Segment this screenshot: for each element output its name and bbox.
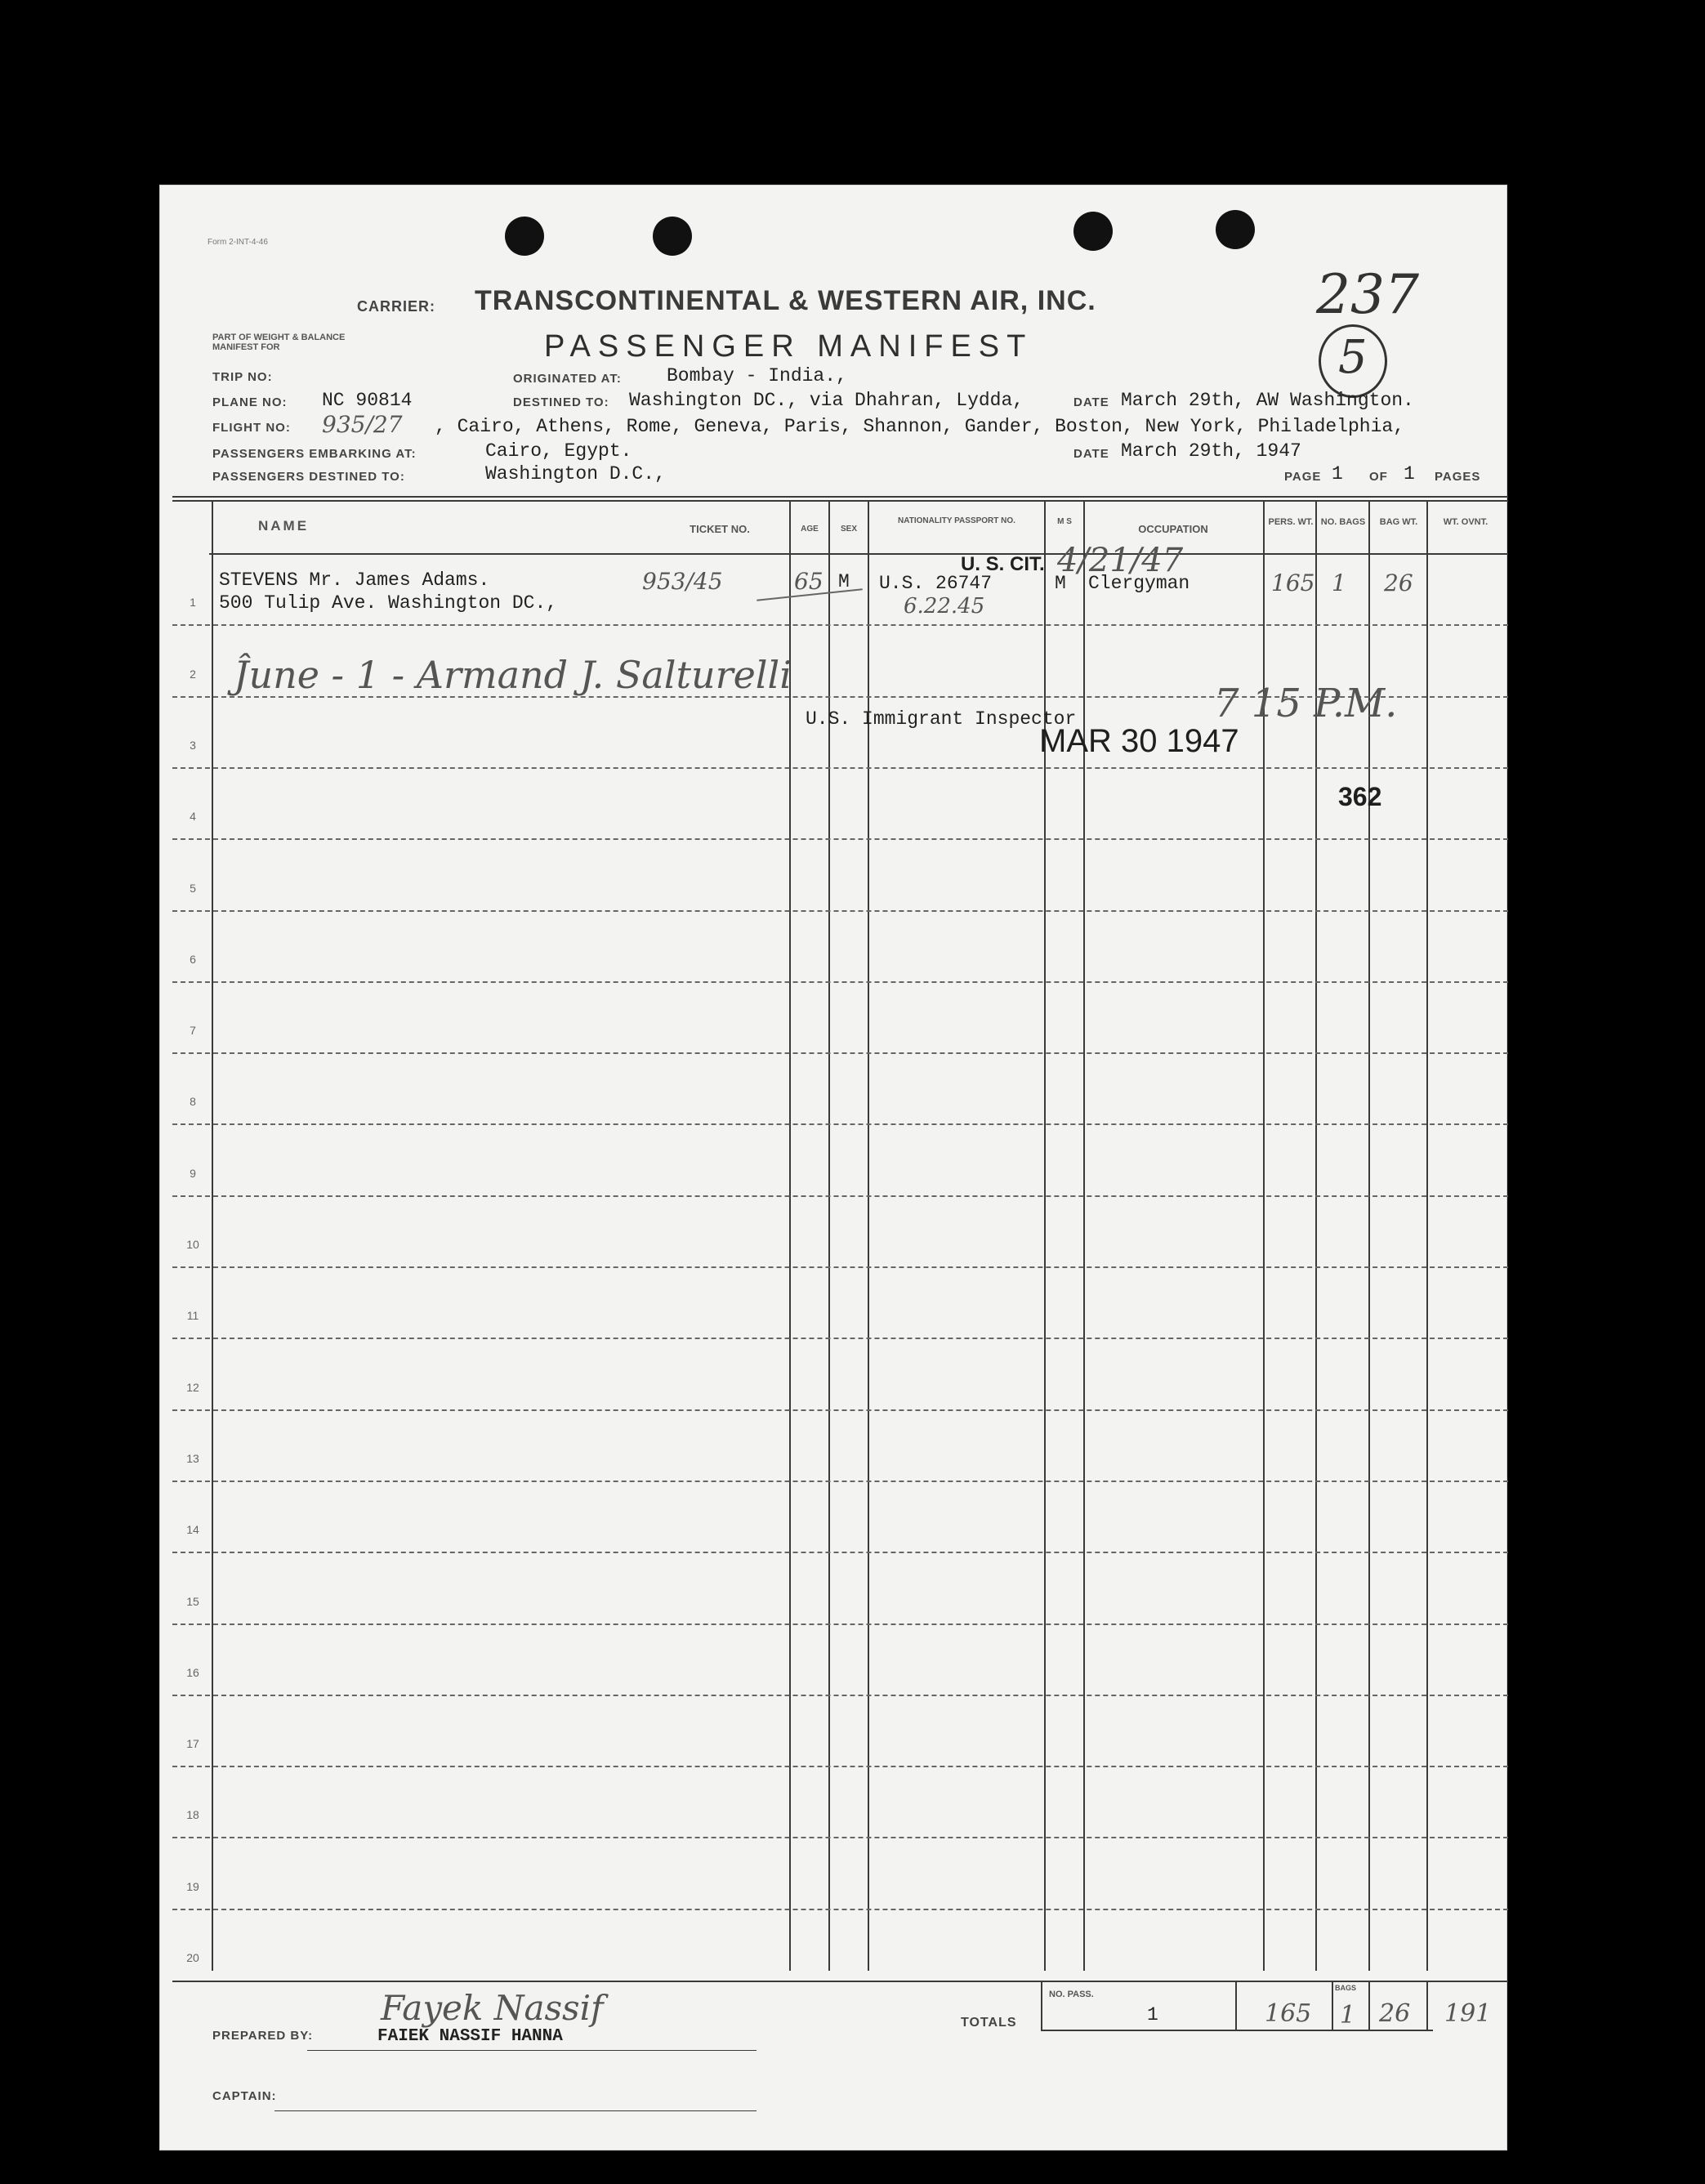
row-divider [172,1909,1508,1910]
date-value-1: March 29th, AW Washington. [1121,390,1414,411]
col-header-nationality: NATIONALITY PASSPORT NO. [898,516,1015,525]
number-note: 362 [1338,782,1382,811]
passenger-address: 500 Tulip Ave. Washington DC., [219,592,558,614]
col-header-sex: SEX [840,525,857,534]
row-number: 16 [186,1666,199,1679]
row-divider [172,1623,1508,1625]
row-divider [172,767,1508,769]
date-value-2: March 29th, 1947 [1121,440,1301,462]
row-divider [172,1123,1508,1125]
passenger-sex: M [838,571,850,592]
row-number: 13 [186,1452,199,1465]
part-of-label: PART OF WEIGHT & BALANCE MANIFEST FOR [212,333,346,352]
totals-sep-4 [1368,1981,1370,2031]
header-bottom-line [209,553,1508,555]
plane-value: NC 90814 [322,390,413,411]
col-header-name: NAME [258,518,310,534]
row-number: 2 [190,668,196,681]
row-number: 20 [186,1951,199,1964]
no-pass-value: 1 [1147,2004,1158,2025]
inspector-date-stamp: MAR 30 1947 [1039,723,1239,759]
col-line-name [789,500,791,1971]
manifest-title: PASSENGER MANIFEST [544,329,1033,364]
passenger-name: STEVENS Mr. James Adams. [219,569,490,591]
destined-pass-label: PASSENGERS DESTINED TO: [212,470,405,484]
totals-sep-1 [1041,1981,1042,2031]
circled-number: 5 [1338,331,1368,384]
col-header-no-bags: NO. BAGS [1320,517,1366,527]
row-number: 9 [190,1167,196,1180]
of-value: 1 [1404,463,1415,485]
totals-sep-3 [1332,1981,1333,2031]
manifest-page [159,185,1507,2151]
row-divider [172,1195,1508,1197]
col-header-ticket: TICKET NO. [690,523,750,535]
flight-value: 935/27 [322,411,403,438]
punch-hole-2 [653,217,692,256]
col-header-occupation: OCCUPATION [1138,523,1208,535]
occupation: Clergyman [1088,573,1190,594]
embarking-value: Cairo, Egypt. [485,440,632,462]
date-label-1: DATE [1073,395,1109,409]
row-divider [172,1766,1508,1767]
destined-value: Washington DC., via Dhahran, Lydda, [629,390,1024,411]
page-label: PAGE [1284,470,1322,484]
row-number: 7 [190,1024,196,1037]
form-number: Form 2-INT-4-46 [208,238,268,247]
passport-number: U.S. 26747 [879,573,993,594]
page-mark: 237 [1316,263,1419,326]
row-divider [172,1481,1508,1482]
citizen-stamp: U. S. CIT. [961,553,1045,575]
row-number: 3 [190,739,196,752]
flight-label: FLIGHT NO: [212,421,291,435]
table-top-line-2 [172,500,1508,502]
bag-count: 1 [1332,569,1346,596]
row-divider [172,624,1508,626]
pages-label: PAGES [1435,470,1481,484]
row-number: 4 [190,810,196,823]
ticket-number: 953/45 [642,568,723,595]
passport-date: 6.22.45 [904,594,985,619]
bags-label: BAGS [1335,1984,1357,1992]
row-number: 10 [186,1238,199,1251]
bag-weight: 26 [1384,569,1413,596]
row-divider [172,838,1508,840]
table-bottom-line [172,1981,1508,1982]
originated-value: Bombay - India., [667,365,847,386]
prepared-signature: Fayek Nassif [381,1988,604,2028]
destined-label: DESTINED TO: [513,395,609,409]
prepared-by-label: PREPARED BY: [212,2029,314,2043]
row-number: 15 [186,1595,199,1608]
row-number: 5 [190,882,196,895]
no-pass-label: NO. PASS. [1049,1990,1094,1999]
row-number: 12 [186,1381,199,1394]
totals-label: TOTALS [961,2016,1017,2030]
totals-underline [1041,2030,1433,2031]
pers-weight-total: 165 [1265,1999,1312,2028]
col-header-pers-wt: PERS. WT. [1268,517,1314,527]
col-header-wt-ovnt: WT. OVNT. [1443,517,1489,527]
row-divider [172,1552,1508,1553]
row-divider [172,910,1508,912]
row-number: 1 [190,596,196,609]
time-note: 7 15 P.M. [1214,681,1398,726]
prepared-underline [307,2050,757,2051]
col-header-ms: M S [1057,517,1072,526]
embarking-label: PASSENGERS EMBARKING AT: [212,447,417,461]
row-divider [172,1695,1508,1696]
handwritten-note: Ĵune - 1 - Armand J. Salturelli [234,653,792,697]
col-line-left [212,500,213,1971]
page-value: 1 [1332,463,1343,485]
prepared-name: FAIEK NASSIF HANNA [377,2027,563,2046]
row-divider [172,1837,1508,1838]
totals-sep-2 [1235,1981,1237,2031]
date-label-2: DATE [1073,447,1109,461]
col-header-age: AGE [801,525,819,534]
carrier-name: TRANSCONTINENTAL & WESTERN AIR, INC. [475,285,1096,316]
row-number: 11 [186,1309,199,1322]
punch-hole-3 [1073,212,1113,251]
originated-label: ORIGINATED AT: [513,372,622,386]
row-divider [172,1052,1508,1054]
bags-total: 1 [1340,2001,1356,2030]
row-number: 8 [190,1095,196,1108]
captain-label: CAPTAIN: [212,2089,277,2103]
pers-weight: 165 [1271,569,1315,596]
citizen-date: 4/21/47 [1057,542,1184,579]
inspector-stamp: U.S. Immigrant Inspector [806,708,1077,730]
row-divider [172,1266,1508,1268]
totals-sep-5 [1426,1981,1428,2031]
grand-total: 191 [1444,1999,1492,2028]
of-label: OF [1369,470,1388,484]
trip-label: TRIP NO: [212,370,273,384]
marital-status: M [1055,573,1066,594]
passenger-age: 65 [794,568,823,595]
row-divider [172,1409,1508,1411]
col-line-bagwt [1426,500,1428,1971]
punch-hole-4 [1216,210,1255,249]
row-number: 19 [186,1880,199,1893]
punch-hole-1 [505,217,544,256]
carrier-label: CARRIER: [357,298,435,315]
row-number: 17 [186,1737,199,1750]
destined-pass-value: Washington D.C., [485,463,666,485]
row-number: 6 [190,953,196,966]
row-number: 18 [186,1808,199,1821]
bag-weight-total: 26 [1379,1999,1411,2028]
row-divider [172,1338,1508,1339]
route-value: , Cairo, Athens, Rome, Geneva, Paris, Shannon, Gander, Boston, New York, Philadelphia, [435,416,1404,437]
row-divider [172,981,1508,983]
col-header-bag-wt: BAG WT. [1379,517,1418,527]
row-number: 14 [186,1523,199,1536]
plane-label: PLANE NO: [212,395,288,409]
captain-underline [274,2110,757,2111]
table-top-line [172,496,1508,498]
col-line-nat [1083,500,1085,1971]
